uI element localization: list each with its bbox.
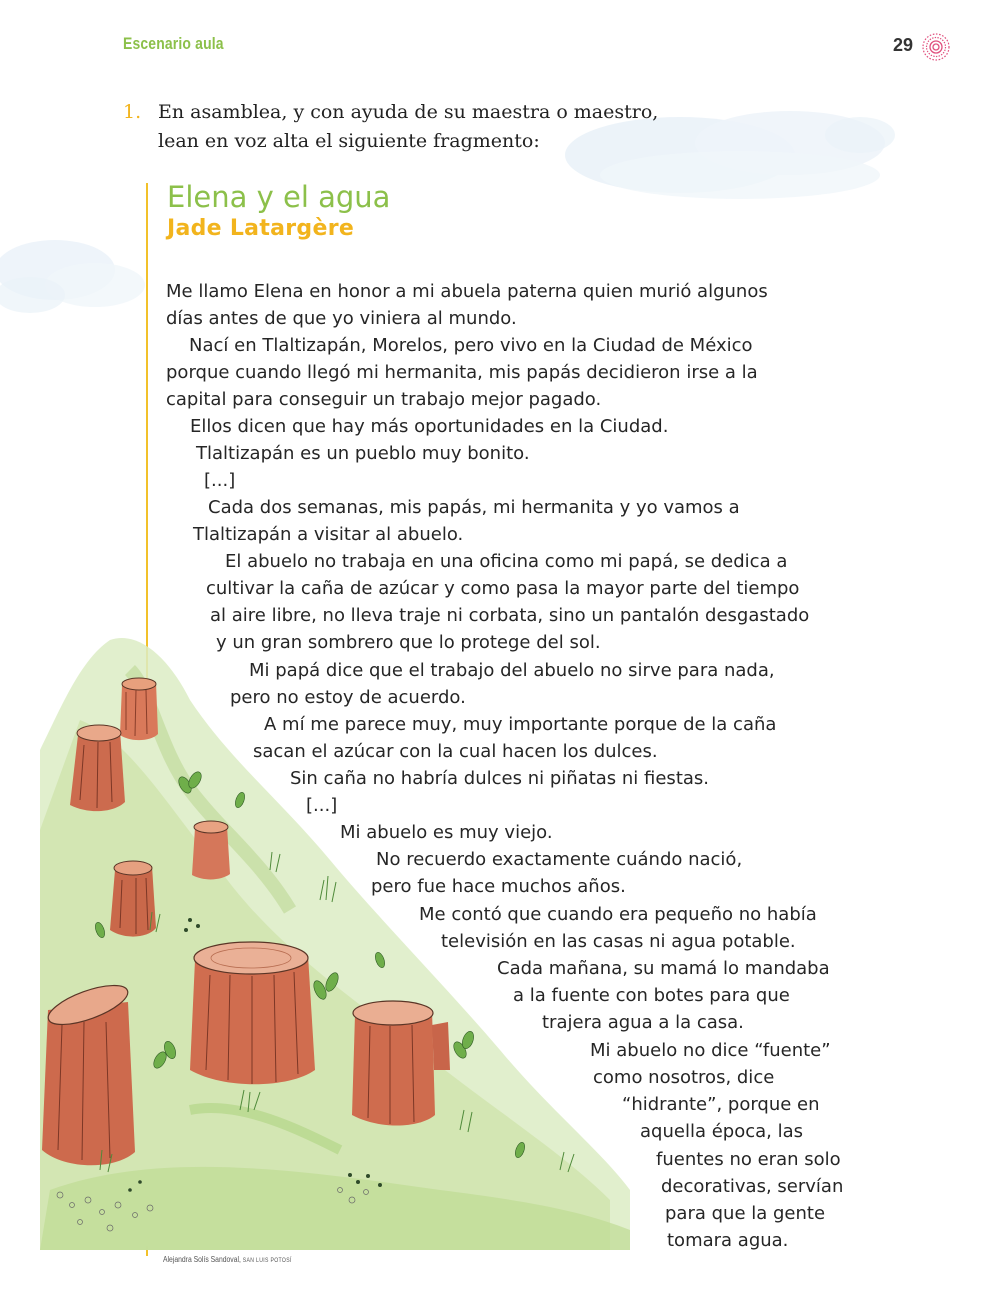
story-line: tomara agua.: [667, 1230, 789, 1251]
instruction-line-1: En asamblea, y con ayuda de su maestra o maestro,: [158, 101, 659, 123]
watercolor-cloud-left: [0, 215, 150, 325]
story-line: A mí me parece muy, muy importante porque de la caña: [264, 714, 777, 735]
story-line: a la fuente con botes para que: [513, 985, 790, 1006]
story-line: decorativas, servían: [661, 1176, 844, 1197]
story-line: Tlaltizapán es un pueblo muy bonito.: [196, 443, 530, 464]
story-line: porque cuando llegó mi hermanita, mis papás decidieron irse a la: [166, 362, 758, 383]
instruction: [123, 98, 658, 156]
story-line: Mi abuelo no dice “fuente”: [590, 1040, 831, 1061]
story-line: para que la gente: [665, 1203, 826, 1224]
story-line: El abuelo no trabaja en una oficina como mi papá, se dedica a: [225, 551, 788, 572]
story-line: Cada dos semanas, mis papás, mi hermanita y yo vamos a: [208, 497, 740, 518]
concentric-circle-ornament-icon: [921, 32, 951, 62]
story-line: Nací en Tlaltizapán, Morelos, pero vivo en la Ciudad de México: [189, 335, 753, 356]
story-line: Me contó que cuando era pequeño no había: [419, 904, 817, 925]
story-line: pero fue hace muchos años.: [371, 876, 626, 897]
story-line: Ellos dicen que hay más oportunidades en la Ciudad.: [190, 416, 669, 437]
story-line: televisión en las casas ni agua potable.: [441, 931, 796, 952]
story-line: y un gran sombrero que lo protege del sol.: [216, 632, 601, 653]
story-line: Tlaltizapán a visitar al abuelo.: [193, 524, 464, 545]
story-vertical-rule: [146, 183, 148, 703]
story-line: trajera agua a la casa.: [542, 1012, 744, 1033]
story-line: Me llamo Elena en honor a mi abuela paterna quien murió algunos: [166, 281, 768, 302]
story-line: como nosotros, dice: [593, 1067, 775, 1088]
story-line: “hidrante”, porque en: [622, 1094, 820, 1115]
story-title: Elena y el agua: [167, 180, 391, 214]
story-line: fuentes no eran solo: [656, 1149, 841, 1170]
story-line: Mi papá dice que el trabajo del abuelo no sirve para nada,: [249, 660, 775, 681]
story-line: Cada mañana, su mamá lo mandaba: [497, 958, 830, 979]
story-line: [...]: [204, 470, 236, 491]
story-line: No recuerdo exactamente cuándo nació,: [376, 849, 743, 870]
illustrator-place: SAN LUIS POTOSÍ: [242, 1258, 292, 1264]
story-line: aquella época, las: [640, 1121, 803, 1142]
story-line: al aire libre, no lleva traje ni corbata, sino un pantalón desgastado: [210, 605, 810, 626]
story-line: Mi abuelo es muy viejo.: [340, 822, 553, 843]
story-author: Jade Latargère: [167, 216, 355, 241]
story-line: Sin caña no habría dulces ni piñatas ni fiestas.: [290, 768, 710, 789]
story-line: capital para conseguir un trabajo mejor pagado.: [166, 389, 602, 410]
section-label: Escenario aula: [123, 34, 224, 53]
illustration-credit: [163, 1255, 292, 1264]
page-number: 29: [893, 35, 914, 55]
story-line: [...]: [306, 795, 338, 816]
story-line: sacan el azúcar con la cual hacen los dulces.: [253, 741, 658, 762]
story-line: días antes de que yo viniera al mundo.: [166, 308, 517, 329]
instruction-number: 1.: [123, 101, 142, 123]
story-line: cultivar la caña de azúcar y como pasa la mayor parte del tiempo: [206, 578, 800, 599]
instruction-line-2: lean en voz alta el siguiente fragmento:: [158, 130, 540, 152]
illustrator-name: Alejandra Solís Sandoval,: [163, 1255, 241, 1264]
story-line: pero no estoy de acuerdo.: [230, 687, 466, 708]
